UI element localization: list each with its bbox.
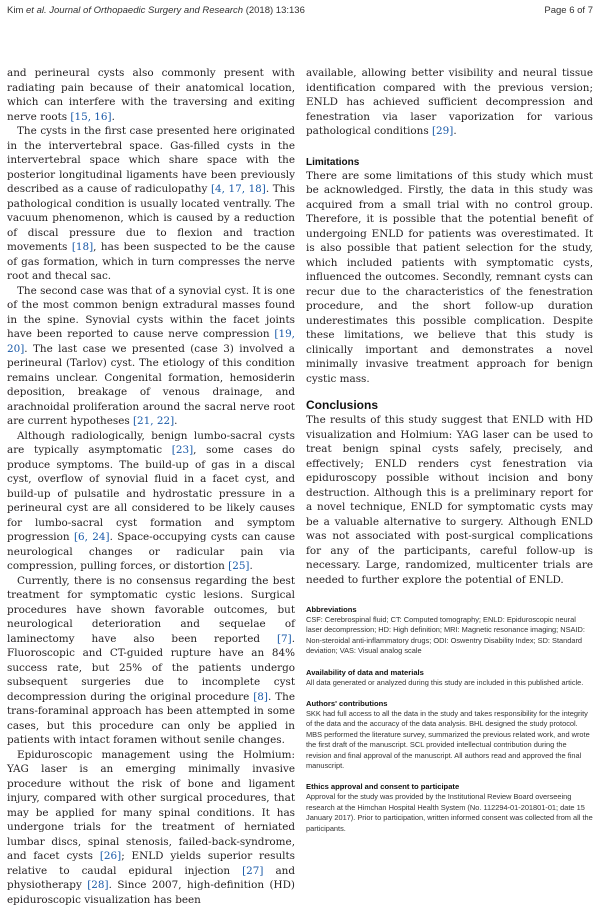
citation-link[interactable]: [6, 24] [74,531,110,543]
citation-link[interactable]: [8] [253,691,268,703]
paragraph: Currently, there is no consensus regarding the best treatment for symptomatic cystic lesions. Surgical procedures have shown favorable outcomes, but neurological deterioration and sequelae of laminectomy have also been reported [7]. Fluoroscopic and CT-guided rupture have an 84% success rate, but 25% of the patients undergo subsequent surgeries due to incomplete cyst decompression during the original procedure [8]. The trans-foraminal approach has been attempted in some cases, but this procedure can only be applied in patients with intact foramen without senile changes. [7,574,295,748]
paragraph: The second case was that of a synovial cyst. It is one of the most common benign extradural masses found in the spine. Synovial cysts within the facet joints have been reported to cause nerve compression [19, 20]. The last case we presented (case 3) involved a perineural (Tarlov) cyst. The etiology of this condition remains unclear. Congenital formation, hemosiderin deposition, breakage of venous drainage, and arachnoidal proliferation around the sacral nerve root are current hypotheses [21, 22]. [7,284,295,429]
page-number: Page 6 of 7 [544,5,593,16]
citation-link[interactable]: [27] [242,865,263,877]
paragraph: and perineural cysts also commonly present with radiating pain because of their anatomical location, which can interfere with the traversing and exiting nerve roots [15, 16]. [7,66,295,124]
paragraph: Epiduroscopic management using the Holmium: YAG laser is an emerging minimally invasive procedure without the risk of bone and ligament injury, compared with other surgical procedures, that may be applied for many spinal conditions. It has undergone trials for the treatment of herniated lumbar discs, spinal stenosis, failed-back-syndrome, and facet cysts [26]; ENLD yields superior results relative to caudal epidural injection [27] and physiotherapy [28]. Since 2007, high-definition (HD) epiduroscopic visualization has been [7,748,295,907]
citation-link[interactable]: [29] [432,125,453,137]
citation-link[interactable]: [28] [87,879,108,891]
limitations-paragraph: There are some limitations of this study which must be acknowledged. Firstly, the data in this study was acquired from a small trial with no control group. Therefore, it is possible that the potential benefit of undergoing ENLD for patients was overestimated. It is also possible that patient selection for the study, which included patients with symptomatic cysts, influenced the outcomes. Secondly, remnant cysts can recur due to the characteristics of the fenestration procedure, and the short follow-up duration underestimates this possible complication. Despite these limitations, we believe that this study is clinically important and demonstrates a novel minimally invasive treatment approach for benign cystic mass. [306,169,593,387]
citation-link[interactable]: [15, 16] [70,111,111,123]
left-column [7,66,295,907]
citation-link[interactable]: [21, 22] [133,415,174,427]
citation-link[interactable]: [19, 20] [7,328,295,355]
ethics-text: Approval for the study was provided by the Institutional Review Board overseeing research at the Himchan Hospital Health System (No. 112294-01-201801-01; date 15 January 2017). Prior to participation, written informed consent was collected from all the participants. [306,792,593,834]
citation-link[interactable]: [7] [277,633,292,645]
abbreviations-text: CSF: Cerebrospinal fluid; CT: Computed tomography; ENLD: Epiduroscopic neural laser decompression; HD: High definition; MRI: Magnetic resonance imaging; NSAID: Non-steroidal anti-inflammatory drugs; ODI: Oswentry Disability Index; SD: Standard deviation; VAS: Visual analog scale [306,615,593,657]
contributions-text: SKK had full access to all the data in the study and takes responsibility for the integrity of the data and the accuracy of the data analysis. BHL designed the study protocol. MBS performed the literature survey, summarized the previous related work, and wrote the first draft of the manuscript. SCL provided intellectual contribution during the revision and final approval of the manuscript. All authors read and approved the final manuscript. [306,709,593,771]
section-heading-conclusions: Conclusions [306,398,593,413]
citation-link[interactable]: [4, 17, 18] [211,183,266,195]
conclusions-paragraph: The results of this study suggest that ENLD with HD visualization and Holmium: YAG laser can be used to treat benign spinal cysts safely, precisely, and effectively; ENLD renders cyst fenestration via epiduroscopy possible without incision and bony destruction. Although this is a preliminary report for a novel technique, ENLD for symptomatic cysts may be a valuable alternative to surgery. Although ENLD was not associated with post-surgical complications for any of the participants, careful follow-up is necessary. Large, randomized, multicenter trials are needed to further explore the potential of ENLD. [306,413,593,587]
running-header [7,5,593,19]
ethics-heading: Ethics approval and consent to participate [306,782,593,792]
citation-link[interactable]: [26] [100,850,121,862]
paragraph: available, allowing better visibility and neural tissue identification compared with the previous version; ENLD has achieved sufficient decompression and fenestration via laser vaporization for various pathological conditions [29]. [306,66,593,139]
header-citation: Kim et al. Journal of Orthopaedic Surgery and Research (2018) 13:136 [7,5,305,16]
paragraph: The cysts in the first case presented here originated in the intervertebral space. Gas-filled cysts in the intervertebral space which share space with the posterior longitudinal ligaments have been previously described as a cause of radiculopathy [4, 17, 18]. This pathological condition is usually located ventrally. The vacuum phenomenon, which is caused by a reduction of discal pressure due to flexion and traction movements [18], has been suspected to be the cause of gas formation, which in turn compresses the nerve root and thecal sac. [7,124,295,284]
contributions-heading: Authors' contributions [306,699,593,709]
paragraph: Although radiologically, benign lumbo-sacral cysts are typically asymptomatic [23], some cases do produce symptoms. The build-up of gas in a discal cyst, overflow of synovial fluid in a facet cyst, and build-up of pulsatile and hydrostatic pressure in a perineural cyst are all considered to be likely causes for lumbo-sacral cyst formation and symptom progression [6, 24]. Space-occupying cysts can cause neurological changes or radicular pain via compression, pulling forces, or distortion [25]. [7,429,295,574]
right-column [306,66,593,834]
citation-link[interactable]: [18] [72,241,93,253]
availability-text: All data generated or analyzed during this study are included in this published article. [306,678,593,688]
abbreviations-heading: Abbreviations [306,605,593,615]
availability-heading: Availability of data and materials [306,668,593,678]
citation-link[interactable]: [25] [228,560,249,572]
citation-link[interactable]: [23] [172,444,193,456]
section-heading-limitations: Limitations [306,156,593,169]
